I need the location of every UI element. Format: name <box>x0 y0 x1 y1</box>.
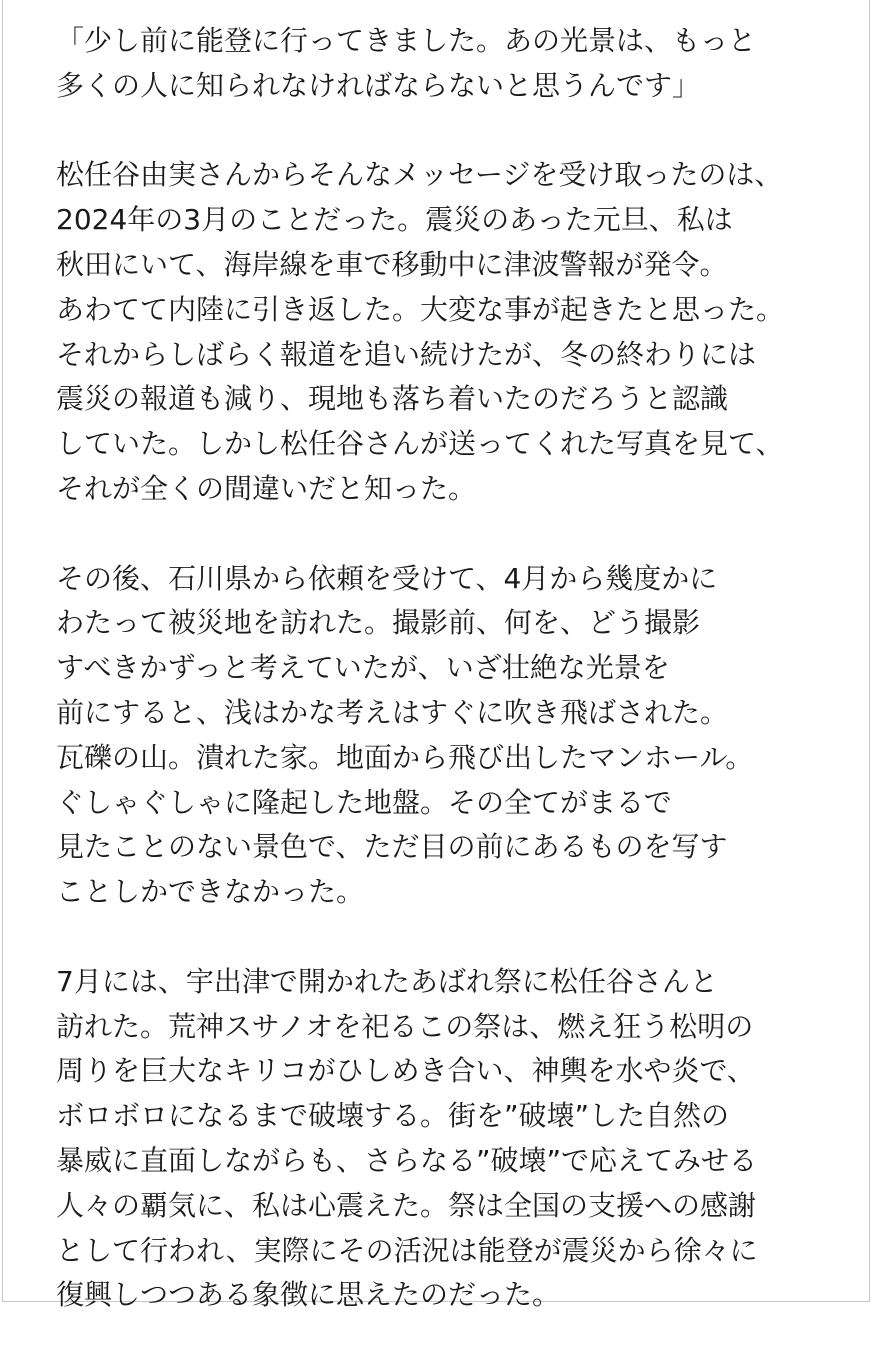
text-line: していた。しかし松任谷さんが送ってくれた写真を見て、 <box>56 427 784 461</box>
text-line: 秋田にいて、海岸線を車で移動中に津波警報が発令。 <box>56 247 728 281</box>
paragraph-1 <box>56 19 831 109</box>
paragraph-spacer <box>56 512 831 557</box>
text-line: 前にすると、浅はかな考えはすぐに吹き飛ばされた。 <box>56 695 729 729</box>
text-line: 復興しつつある象徴に思えたのだった。 <box>56 1278 561 1312</box>
text-line: 多くの人に知られなければならないと思うんです」 <box>56 68 701 102</box>
text-line: 震災の報道も減り、現地も落ち着いたのだろうと認識 <box>56 382 729 416</box>
text-line: わたって被災地を訪れた。撮影前、何を、どう撮影 <box>56 606 701 640</box>
text-line: それが全くの間違いだと知った。 <box>56 471 477 505</box>
text-line: 松任谷由実さんからそんなメッセージを受け取ったのは、 <box>56 158 783 192</box>
paragraph-4 <box>56 960 831 1318</box>
text-line: あわてて内陸に引き返した。大変な事が起きたと思った。 <box>56 292 785 326</box>
document-frame <box>2 0 870 1312</box>
text-line: 人々の覇気に、私は心震えた。祭は全国の支援への感謝 <box>56 1188 757 1222</box>
text-line: 訪れた。荒神スサノオを祀るこの祭は、燃え狂う松明の <box>56 1009 754 1043</box>
text-line: すべきかずっと考えていたが、いざ壮絶な光景を <box>56 651 670 685</box>
text-line: 周りを巨大なキリコがひしめき合い、神輿を水や炎で、 <box>56 1054 755 1088</box>
text-line: 暴威に直面しながらも、さらなる”破壊”で応えてみせる <box>56 1143 758 1177</box>
paragraph-2 <box>56 153 831 511</box>
text-line: 2024年の3月のことだった。震災のあった元旦、私は <box>56 203 733 237</box>
text-line: ことしかできなかった。 <box>56 875 365 909</box>
text-line: それからしばらく報道を追い続けたが、冬の終わりには <box>56 337 757 371</box>
text-line: として行われ、実際にその活況は能登が震災から徐々に <box>56 1233 758 1267</box>
text-line: 瓦礫の山。潰れた家。地面から飛び出したマンホール。 <box>56 740 754 774</box>
paragraph-3 <box>56 557 831 915</box>
text-line: ボロボロになるまで破壊する。街を”破壊”した自然の <box>56 1099 730 1133</box>
paragraph-spacer <box>56 915 831 960</box>
text-line: 7月には、宇出津で開かれたあばれ祭に松任谷さんと <box>56 964 718 998</box>
text-line: ぐしゃぐしゃに隆起した地盤。その全てがまるで <box>56 785 672 819</box>
text-line: その後、石川県から依頼を受けて、4月から幾度かに <box>56 561 718 595</box>
text-line: 見たことのない景色で、ただ目の前にあるものを写す <box>56 830 728 864</box>
article-body <box>56 19 831 1318</box>
text-line: 「少し前に能登に行ってきました。あの光景は、もっと <box>56 24 757 57</box>
paragraph-spacer <box>56 109 831 154</box>
